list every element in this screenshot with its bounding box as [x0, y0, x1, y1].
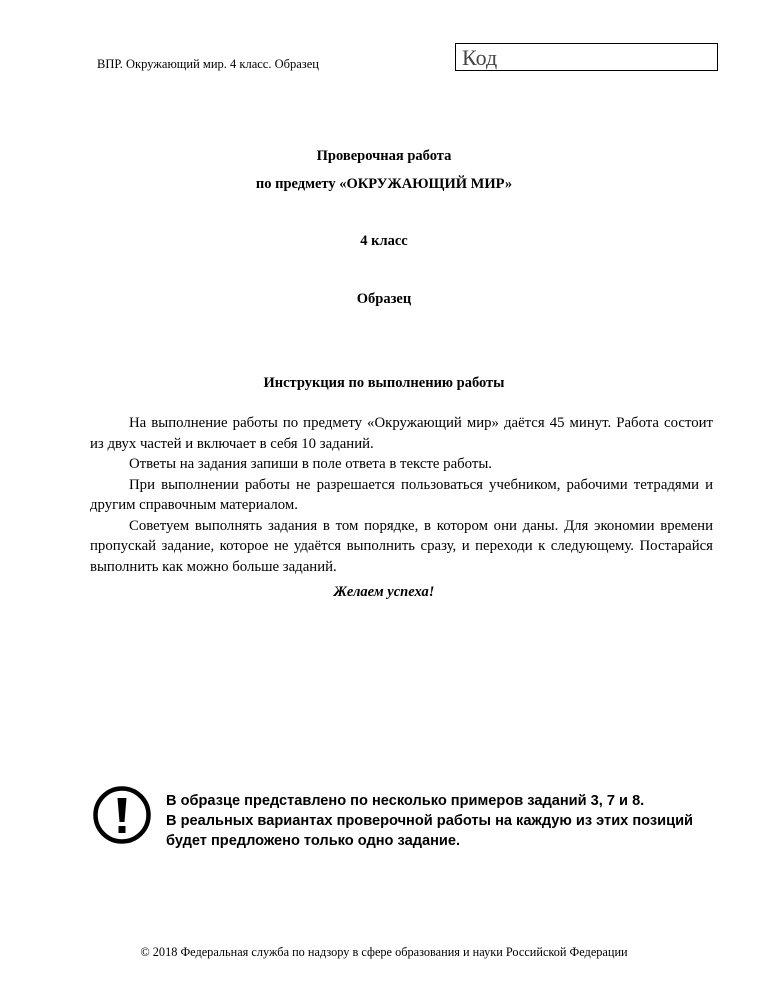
instructions-paragraph: Советуем выполнять задания в том порядке, в котором они даны. Для экономии времени пропускай задание, которое не удаётся выполнить сразу, и переходи к следующему. Постарайся выполнить как можно больше заданий.	[90, 517, 713, 575]
good-luck-text: Желаем успеха!	[333, 584, 435, 600]
code-label: Код	[462, 45, 498, 70]
code-box	[455, 43, 718, 71]
notice-line: будет предложено только одно задание.	[166, 833, 461, 849]
instructions-title: Инструкция по выполнению работы	[263, 375, 505, 391]
notice-text	[166, 791, 726, 851]
doc-subject: по предмету «ОКРУЖАЮЩИЙ МИР»	[255, 176, 513, 192]
instructions-paragraph: Ответы на задания запиши в поле ответа в тексте работы.	[129, 456, 492, 472]
instructions-paragraph: При выполнении работы не разрешается пользоваться учебником, рабочими тетрадями и другим справочным материалом.	[90, 476, 713, 513]
notice-line: В образце представлено по несколько примеров заданий 3, 7 и 8.	[166, 793, 645, 809]
doc-variant: Образец	[356, 291, 412, 307]
instructions-paragraph: На выполнение работы по предмету «Окружающий мир» даётся 45 минут. Работа состоит из двух частей и включает в себя 10 заданий.	[90, 415, 713, 452]
exclamation-circle-icon	[93, 786, 151, 844]
instructions-body	[90, 413, 713, 577]
doc-grade: 4 класс	[360, 233, 408, 249]
notice-line: В реальных вариантах проверочной работы на каждую из этих позиций	[166, 813, 694, 829]
header-title: ВПР. Окружающий мир. 4 класс. Образец	[97, 57, 319, 71]
doc-title: Проверочная работа	[316, 148, 452, 164]
footer-copyright: © 2018 Федеральная служба по надзору в сфере образования и науки Российской Федерации	[140, 945, 628, 959]
